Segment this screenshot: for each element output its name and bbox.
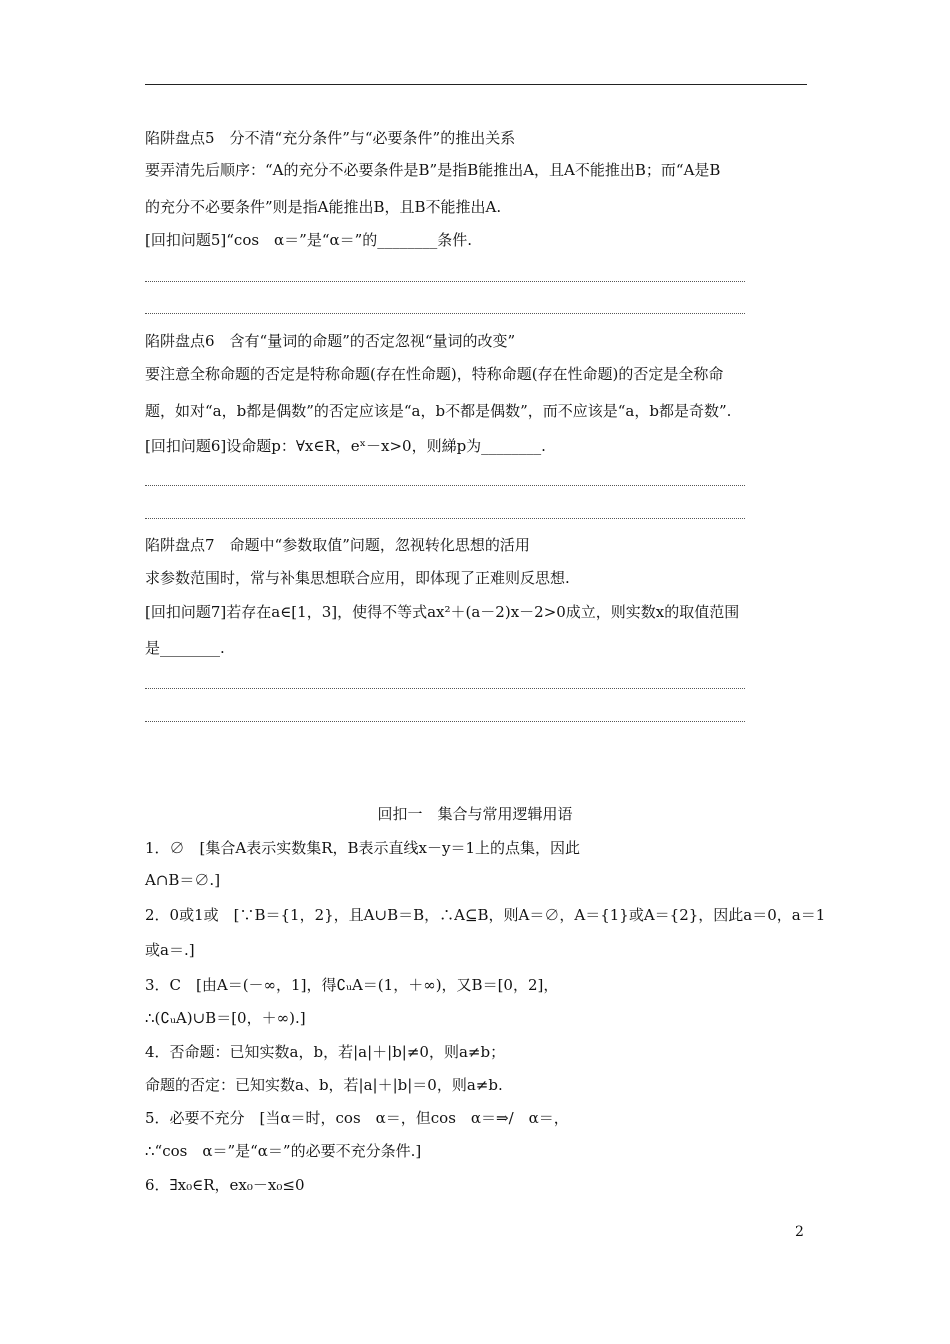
trap7-body: 求参数范围时，常与补集思想联合应用，即体现了正难则反思想. bbox=[145, 569, 570, 587]
answer-line bbox=[145, 281, 745, 282]
page-number: 2 bbox=[795, 1224, 804, 1240]
trap6-title: 陷阱盘点6 含有“量词的命题”的否定忽视“量词的改变” bbox=[145, 332, 516, 350]
answer-line-text: 或a＝.] bbox=[145, 941, 195, 959]
answer-line-text: 5．必要不充分 [当α＝时，cos α＝，但cos α＝⇒/ α＝， bbox=[145, 1109, 569, 1127]
answer-line-text: 1．∅ [集合A表示实数集R，B表示直线x－y＝1上的点集，因此 bbox=[145, 839, 581, 857]
trap5-body-line2: 的充分不必要条件”则是指A能推出B，且B不能推出A. bbox=[145, 198, 502, 216]
trap7-question-line1: [回扣问题7]若存在a∈[1，3]，使得不等式ax²＋(a－2)x－2>0成立，则实数x的取值范围 bbox=[145, 603, 740, 621]
trap7-title: 陷阱盘点7 命题中“参数取值”问题，忽视转化思想的活用 bbox=[145, 536, 530, 554]
answer-line bbox=[145, 313, 745, 314]
answer-line bbox=[145, 518, 745, 519]
answer-line-text: 6．∃x₀∈R，ex₀－x₀≤0 bbox=[145, 1176, 305, 1194]
answer-line-text: 4．否命题：已知实数a，b，若|a|＋|b|≠0，则a≠b； bbox=[145, 1043, 506, 1061]
trap5-question: [回扣问题5]“cos α＝”是“α＝”的________条件. bbox=[145, 231, 473, 249]
answer-line bbox=[145, 721, 745, 722]
trap6-body-line2: 题，如对“a，b都是偶数”的否定应该是“a，b不都是偶数”，而不应该是“a，b都是奇数”. bbox=[145, 402, 732, 420]
trap7-question-line2: 是________. bbox=[145, 639, 225, 657]
header-rule bbox=[145, 84, 807, 85]
trap6-body-line1: 要注意全称命题的否定是特称命题(存在性命题)，特称命题(存在性命题)的否定是全称命 bbox=[145, 365, 724, 383]
answer-line-text: ∴(∁ᵤA)∪B＝[0，＋∞).] bbox=[145, 1009, 306, 1027]
answer-line-text: 2．0或1或 [∵B＝{1，2}，且A∪B＝B，∴A⊆B，则A＝∅，A＝{1}或A＝{2}，因此a＝0，a＝1 bbox=[145, 906, 826, 924]
answers-heading: 回扣一 集合与常用逻辑用语 bbox=[377, 805, 573, 823]
trap5-title: 陷阱盘点5 分不清“充分条件”与“必要条件”的推出关系 bbox=[145, 129, 516, 147]
answer-line-text: 命题的否定：已知实数a、b，若|a|＋|b|＝0，则a≠b. bbox=[145, 1076, 503, 1094]
answer-line bbox=[145, 485, 745, 486]
trap5-body-line1: 要弄清先后顺序：“A的充分不必要条件是B”是指B能推出A，且A不能推出B；而“A是B bbox=[145, 161, 721, 179]
answer-line bbox=[145, 688, 745, 689]
trap6-question: [回扣问题6]设命题p：∀x∈R，eˣ－x>0，则綈p为________. bbox=[145, 437, 546, 455]
answer-line-text: A∩B＝∅.] bbox=[145, 871, 221, 889]
answer-line-text: 3．C [由A＝(－∞，1]，得∁ᵤA＝(1，＋∞)，又B＝[0，2]， bbox=[145, 976, 559, 994]
answer-line-text: ∴“cos α＝”是“α＝”的必要不充分条件.] bbox=[145, 1142, 422, 1160]
